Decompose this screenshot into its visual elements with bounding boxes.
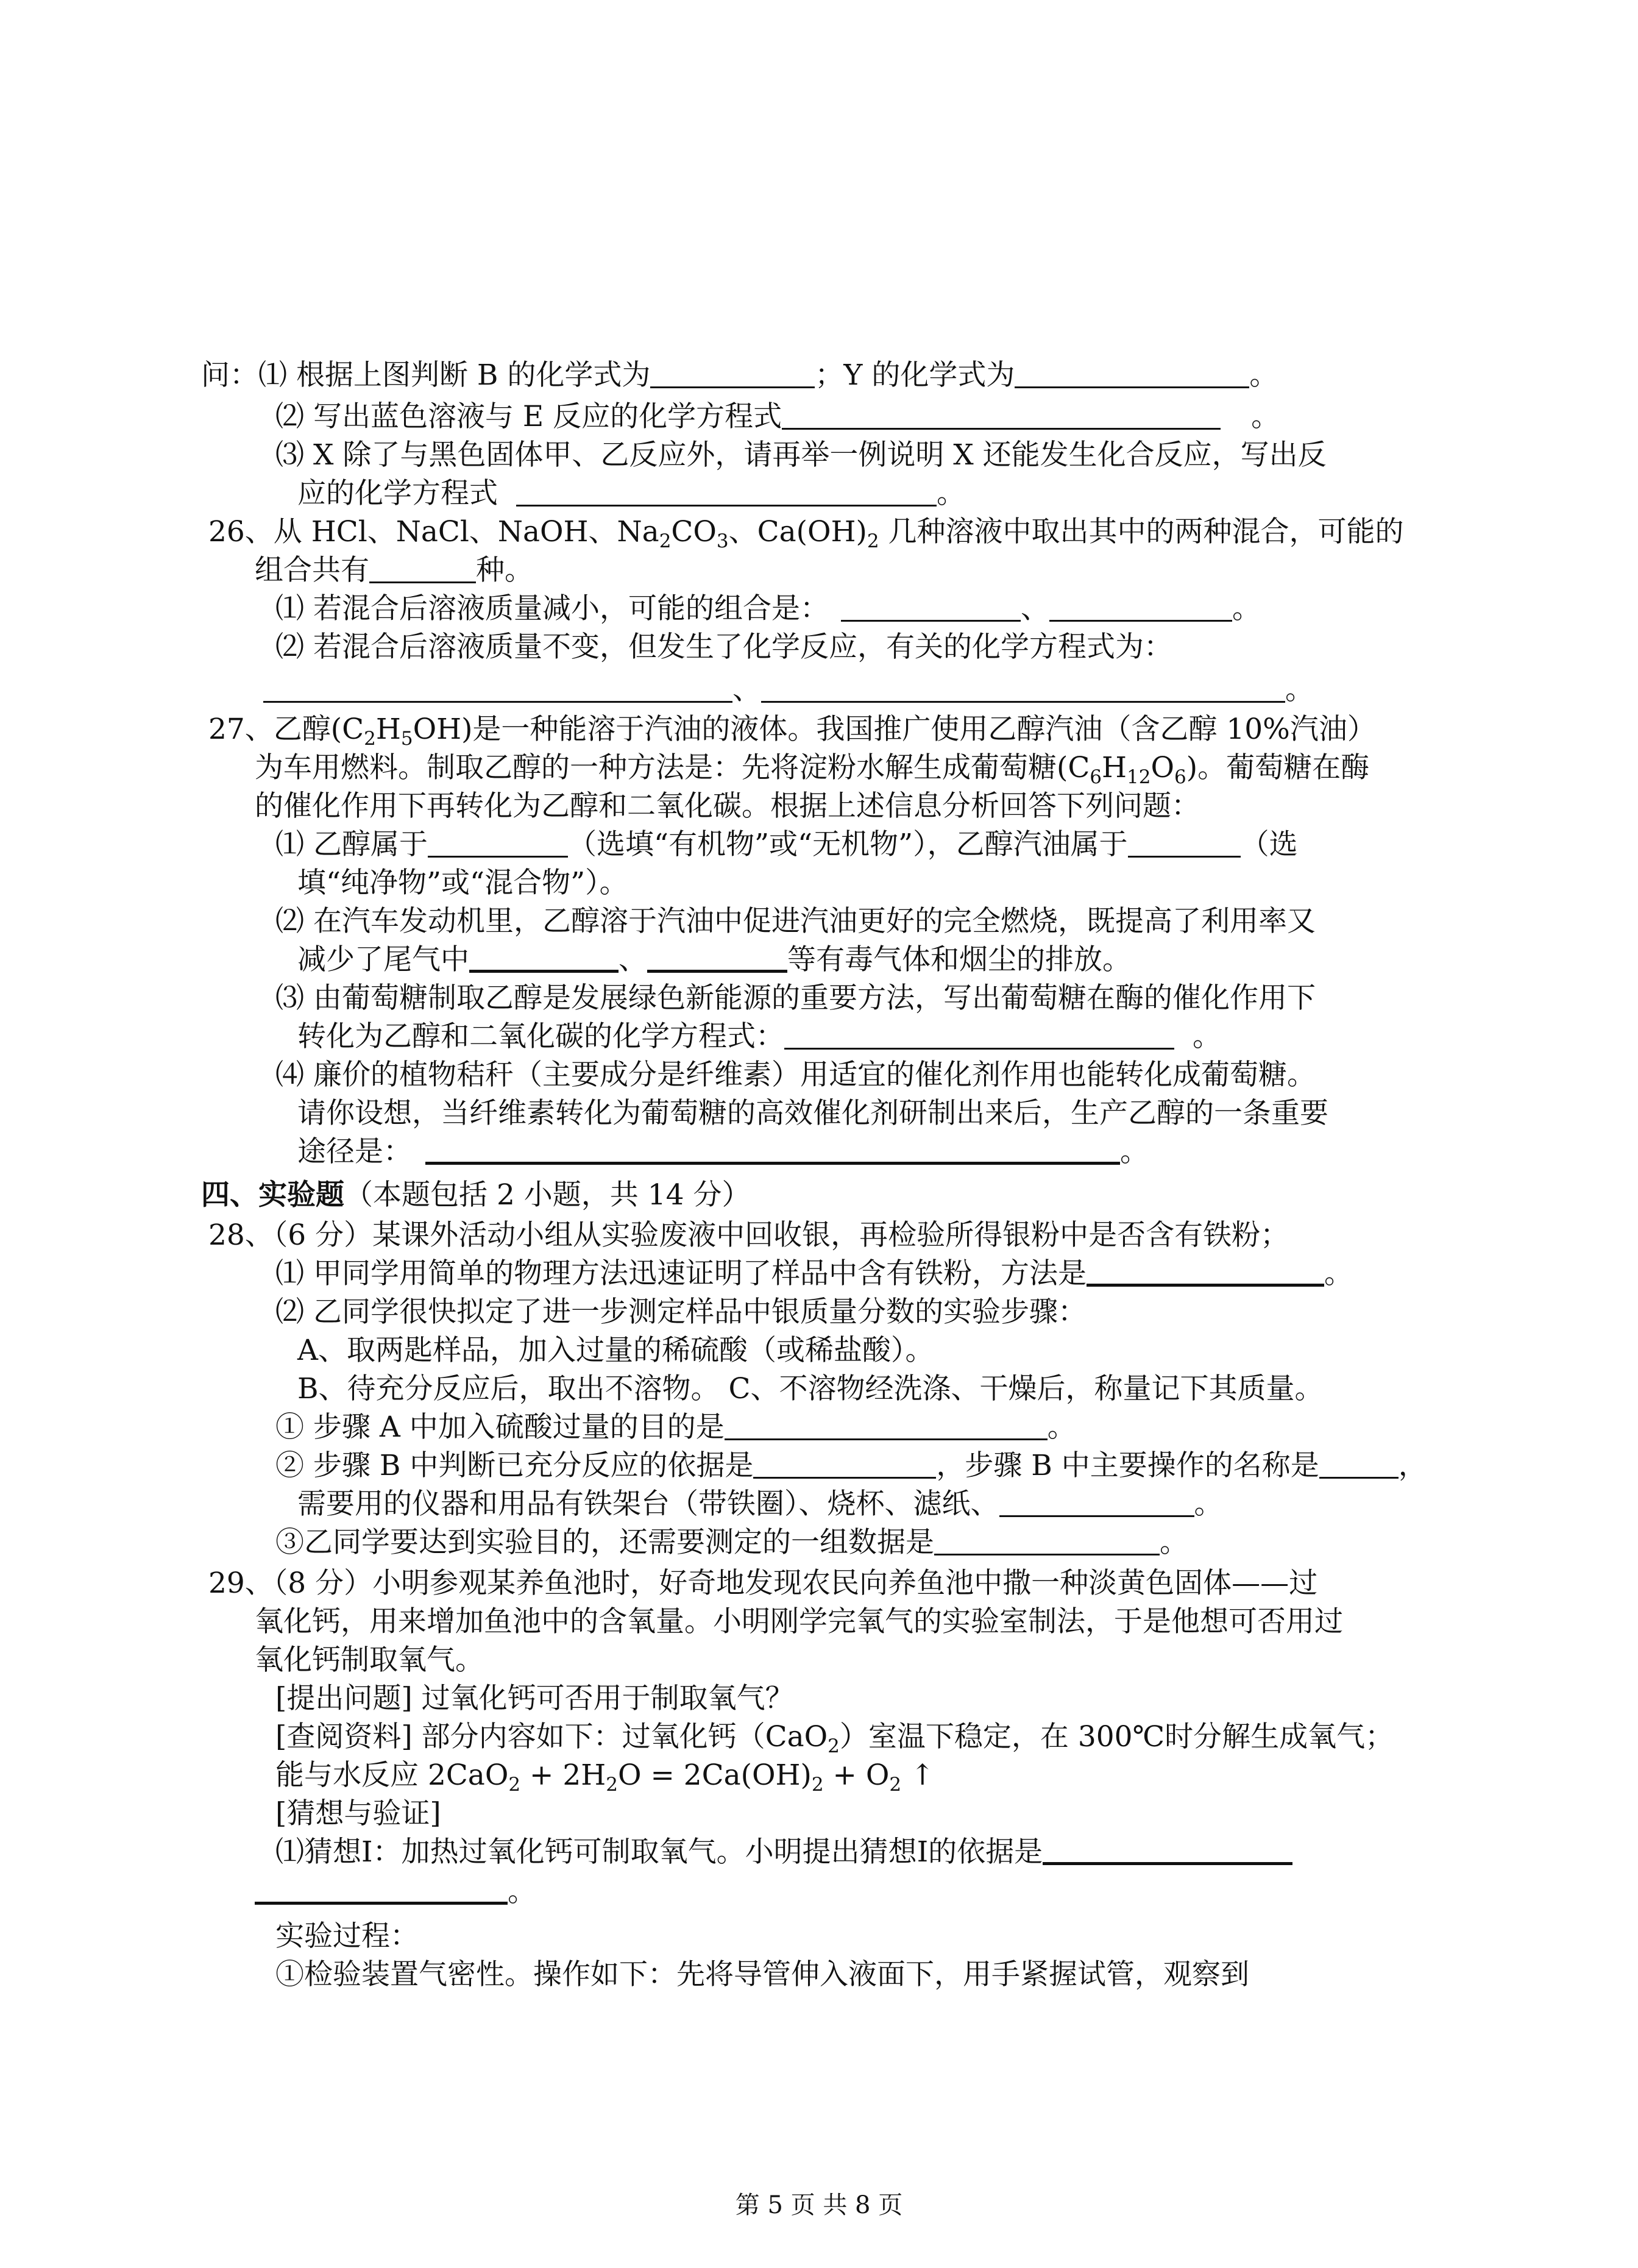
answer-blank[interactable] bbox=[1043, 1834, 1292, 1865]
q26-line-4: ⑵ 若混合后溶液质量不变，但发生了化学反应，有关的化学方程式为： bbox=[275, 630, 1172, 664]
answer-blank[interactable] bbox=[999, 1487, 1194, 1517]
q27-line-12: 途径是： 。 bbox=[297, 1135, 1149, 1168]
q28-line-1: 28、（6 分）某课外活动小组从实验废液中回收银，再检验所得银粉中是否含有铁粉； bbox=[208, 1218, 1289, 1252]
q29-line-2: 氧化钙，用来增加鱼池中的含氧量。小明刚学完氧气的实验室制法，于是他想可否用过 bbox=[255, 1605, 1343, 1638]
answer-blank[interactable] bbox=[1319, 1449, 1399, 1479]
answer-blank[interactable] bbox=[469, 942, 619, 973]
q27-line-5: 填“纯净物”或“混合物”）。 bbox=[297, 866, 628, 900]
answer-blank[interactable] bbox=[369, 553, 476, 583]
q29-line-9: 。 bbox=[255, 1872, 536, 1911]
q29-line-3: 氧化钙制取氧气。 bbox=[255, 1643, 484, 1677]
q29-line-5: [查阅资料] 部分内容如下：过氧化钙（CaO$_2$）室温下稳定，在 300℃时分解生成氧气； bbox=[275, 1720, 1394, 1757]
q28-line-7: ② 步骤 B 中判断已充分反应的依据是 ，步骤 B 中主要操作的名称是 ， bbox=[275, 1449, 1427, 1482]
q29-line-4: [提出问题] 过氧化钙可否用于制取氧气？ bbox=[275, 1682, 794, 1715]
q28-line-6: ① 步骤 A 中加入硫酸过量的目的是 。 bbox=[275, 1410, 1076, 1444]
q26-line-5: 、 。 bbox=[263, 670, 1314, 709]
q25-line-4: 应的化学方程式 。 bbox=[297, 477, 965, 510]
answer-blank[interactable] bbox=[753, 1449, 936, 1479]
q26-line-1: 26、从 HCl、NaCl、NaOH、$Na_2CO_3$、$Ca(OH)_2$ 几种溶液中取出其中的两种混合，可能的 bbox=[208, 515, 1404, 552]
q25-line-1: 问：⑴ 根据上图判断 B 的化学式为 ；Y 的化学式为 。 bbox=[201, 358, 1278, 392]
q28-line-4: A、取两匙样品，加入过量的稀硫酸（或稀盐酸）。 bbox=[297, 1334, 934, 1367]
answer-blank[interactable] bbox=[725, 1410, 1048, 1440]
answer-blank[interactable] bbox=[1087, 1256, 1324, 1287]
q29-line-8: ⑴猜想Ⅰ：加热过氧化钙可制取氧气。小明提出猜想Ⅰ的依据是 bbox=[275, 1833, 1292, 1872]
q26-line-3: ⑴ 若混合后溶液质量减小，可能的组合是： 、 。 bbox=[275, 592, 1261, 625]
answer-blank[interactable] bbox=[1015, 358, 1249, 388]
q27-line-4: ⑴ 乙醇属于 （选填“有机物”或“无机物”），乙醇汽油属于 （选 bbox=[275, 828, 1298, 861]
answer-blank[interactable] bbox=[934, 1526, 1160, 1555]
answer-blank[interactable] bbox=[425, 1134, 1120, 1165]
q29-line-7: [猜想与验证] bbox=[275, 1797, 441, 1830]
q27-line-2: 为车用燃料。制取乙醇的一种方法是：先将淀粉水解生成葡萄糖$(C_6H_{12}O_6)$。葡萄糖在酶 bbox=[255, 751, 1370, 788]
q27-line-3: 的催化作用下再转化为乙醇和二氧化碳。根据上述信息分析回答下列问题： bbox=[255, 789, 1200, 823]
q28-line-9: ③乙同学要达到实验目的，还需要测定的一组数据是 。 bbox=[275, 1526, 1188, 1559]
q29-line-11: ①检验装置气密性。操作如下：先将导管伸入液面下，用手紧握试管，观察到 bbox=[275, 1958, 1249, 1991]
answer-blank[interactable] bbox=[1049, 592, 1232, 622]
q29-line-10: 实验过程： bbox=[275, 1919, 419, 1953]
answer-blank[interactable] bbox=[428, 828, 568, 858]
q25-line-3: ⑶ X 除了与黑色固体甲、乙反应外，请再举一例说明 X 还能发生化合反应，写出反 bbox=[275, 438, 1327, 472]
q28-line-2: ⑴ 甲同学用简单的物理方法迅速证明了样品中含有铁粉，方法是 。 bbox=[275, 1257, 1353, 1290]
q29-line-1: 29、（8 分）小明参观某养鱼池时，好奇地发现农民向养鱼池中撒一种淡黄色固体——过 bbox=[208, 1566, 1318, 1600]
q28-line-8: 需要用的仪器和用品有铁架台（带铁圈）、烧杯、滤纸、 。 bbox=[297, 1487, 1223, 1521]
page-footer: 第 5 页 共 8 页 bbox=[735, 2191, 903, 2219]
q28-line-3: ⑵ 乙同学很快拟定了进一步测定样品中银质量分数的实验步骤： bbox=[275, 1295, 1087, 1329]
answer-blank[interactable] bbox=[516, 477, 937, 507]
q27-line-11: 请你设想，当纤维素转化为葡萄糖的高效催化剂研制出来后，生产乙醇的一条重要 bbox=[297, 1097, 1328, 1130]
q29-line-6: 能与水反应 $2CaO_2 + 2H_2O = 2Ca(OH)_2 + O_2$ ↑ bbox=[275, 1758, 935, 1796]
q27-line-7: 减少了尾气中 、 等有毒气体和烟尘的排放。 bbox=[297, 943, 1131, 976]
q27-line-8: ⑶ 由葡萄糖制取乙醇是发展绿色新能源的重要方法，写出葡萄糖在酶的催化作用下 bbox=[275, 981, 1316, 1015]
q28-line-5: B、待充分反应后，取出不溶物。 C、不溶物经洗涤、干燥后，称量记下其质量。 bbox=[297, 1372, 1324, 1406]
q25-line-2: ⑵ 写出蓝色溶液与 E 反应的化学方程式 。 bbox=[275, 400, 1280, 433]
answer-blank[interactable] bbox=[647, 942, 787, 973]
answer-blank[interactable] bbox=[782, 400, 1221, 430]
answer-blank[interactable] bbox=[761, 673, 1285, 703]
answer-blank[interactable] bbox=[784, 1020, 1174, 1050]
q26-line-2: 组合共有 种。 bbox=[255, 553, 533, 587]
q27-line-6: ⑵ 在汽车发动机里，乙醇溶于汽油中促进汽油更好的完全燃烧，既提高了利用率又 bbox=[275, 905, 1316, 938]
q27-line-10: ⑷ 廉价的植物秸秆（主要成分是纤维素）用适宜的催化剂作用也能转化成葡萄糖。 bbox=[275, 1058, 1316, 1092]
answer-blank[interactable] bbox=[263, 673, 732, 703]
q27-line-1: 27、乙醇$(C_2H_5OH)$是一种能溶于汽油的液体。我国推广使用乙醇汽油（含乙醇 10%汽油） bbox=[208, 713, 1376, 750]
answer-blank[interactable] bbox=[1128, 828, 1241, 858]
answer-blank[interactable] bbox=[255, 1874, 508, 1905]
answer-blank[interactable] bbox=[650, 358, 815, 388]
answer-blank[interactable] bbox=[841, 592, 1021, 622]
q27-line-9: 转化为乙醇和二氧化碳的化学方程式： 。 bbox=[297, 1020, 1221, 1053]
section-4-heading: 四、实验题（本题包括 2 小题，共 14 分） bbox=[201, 1178, 751, 1212]
